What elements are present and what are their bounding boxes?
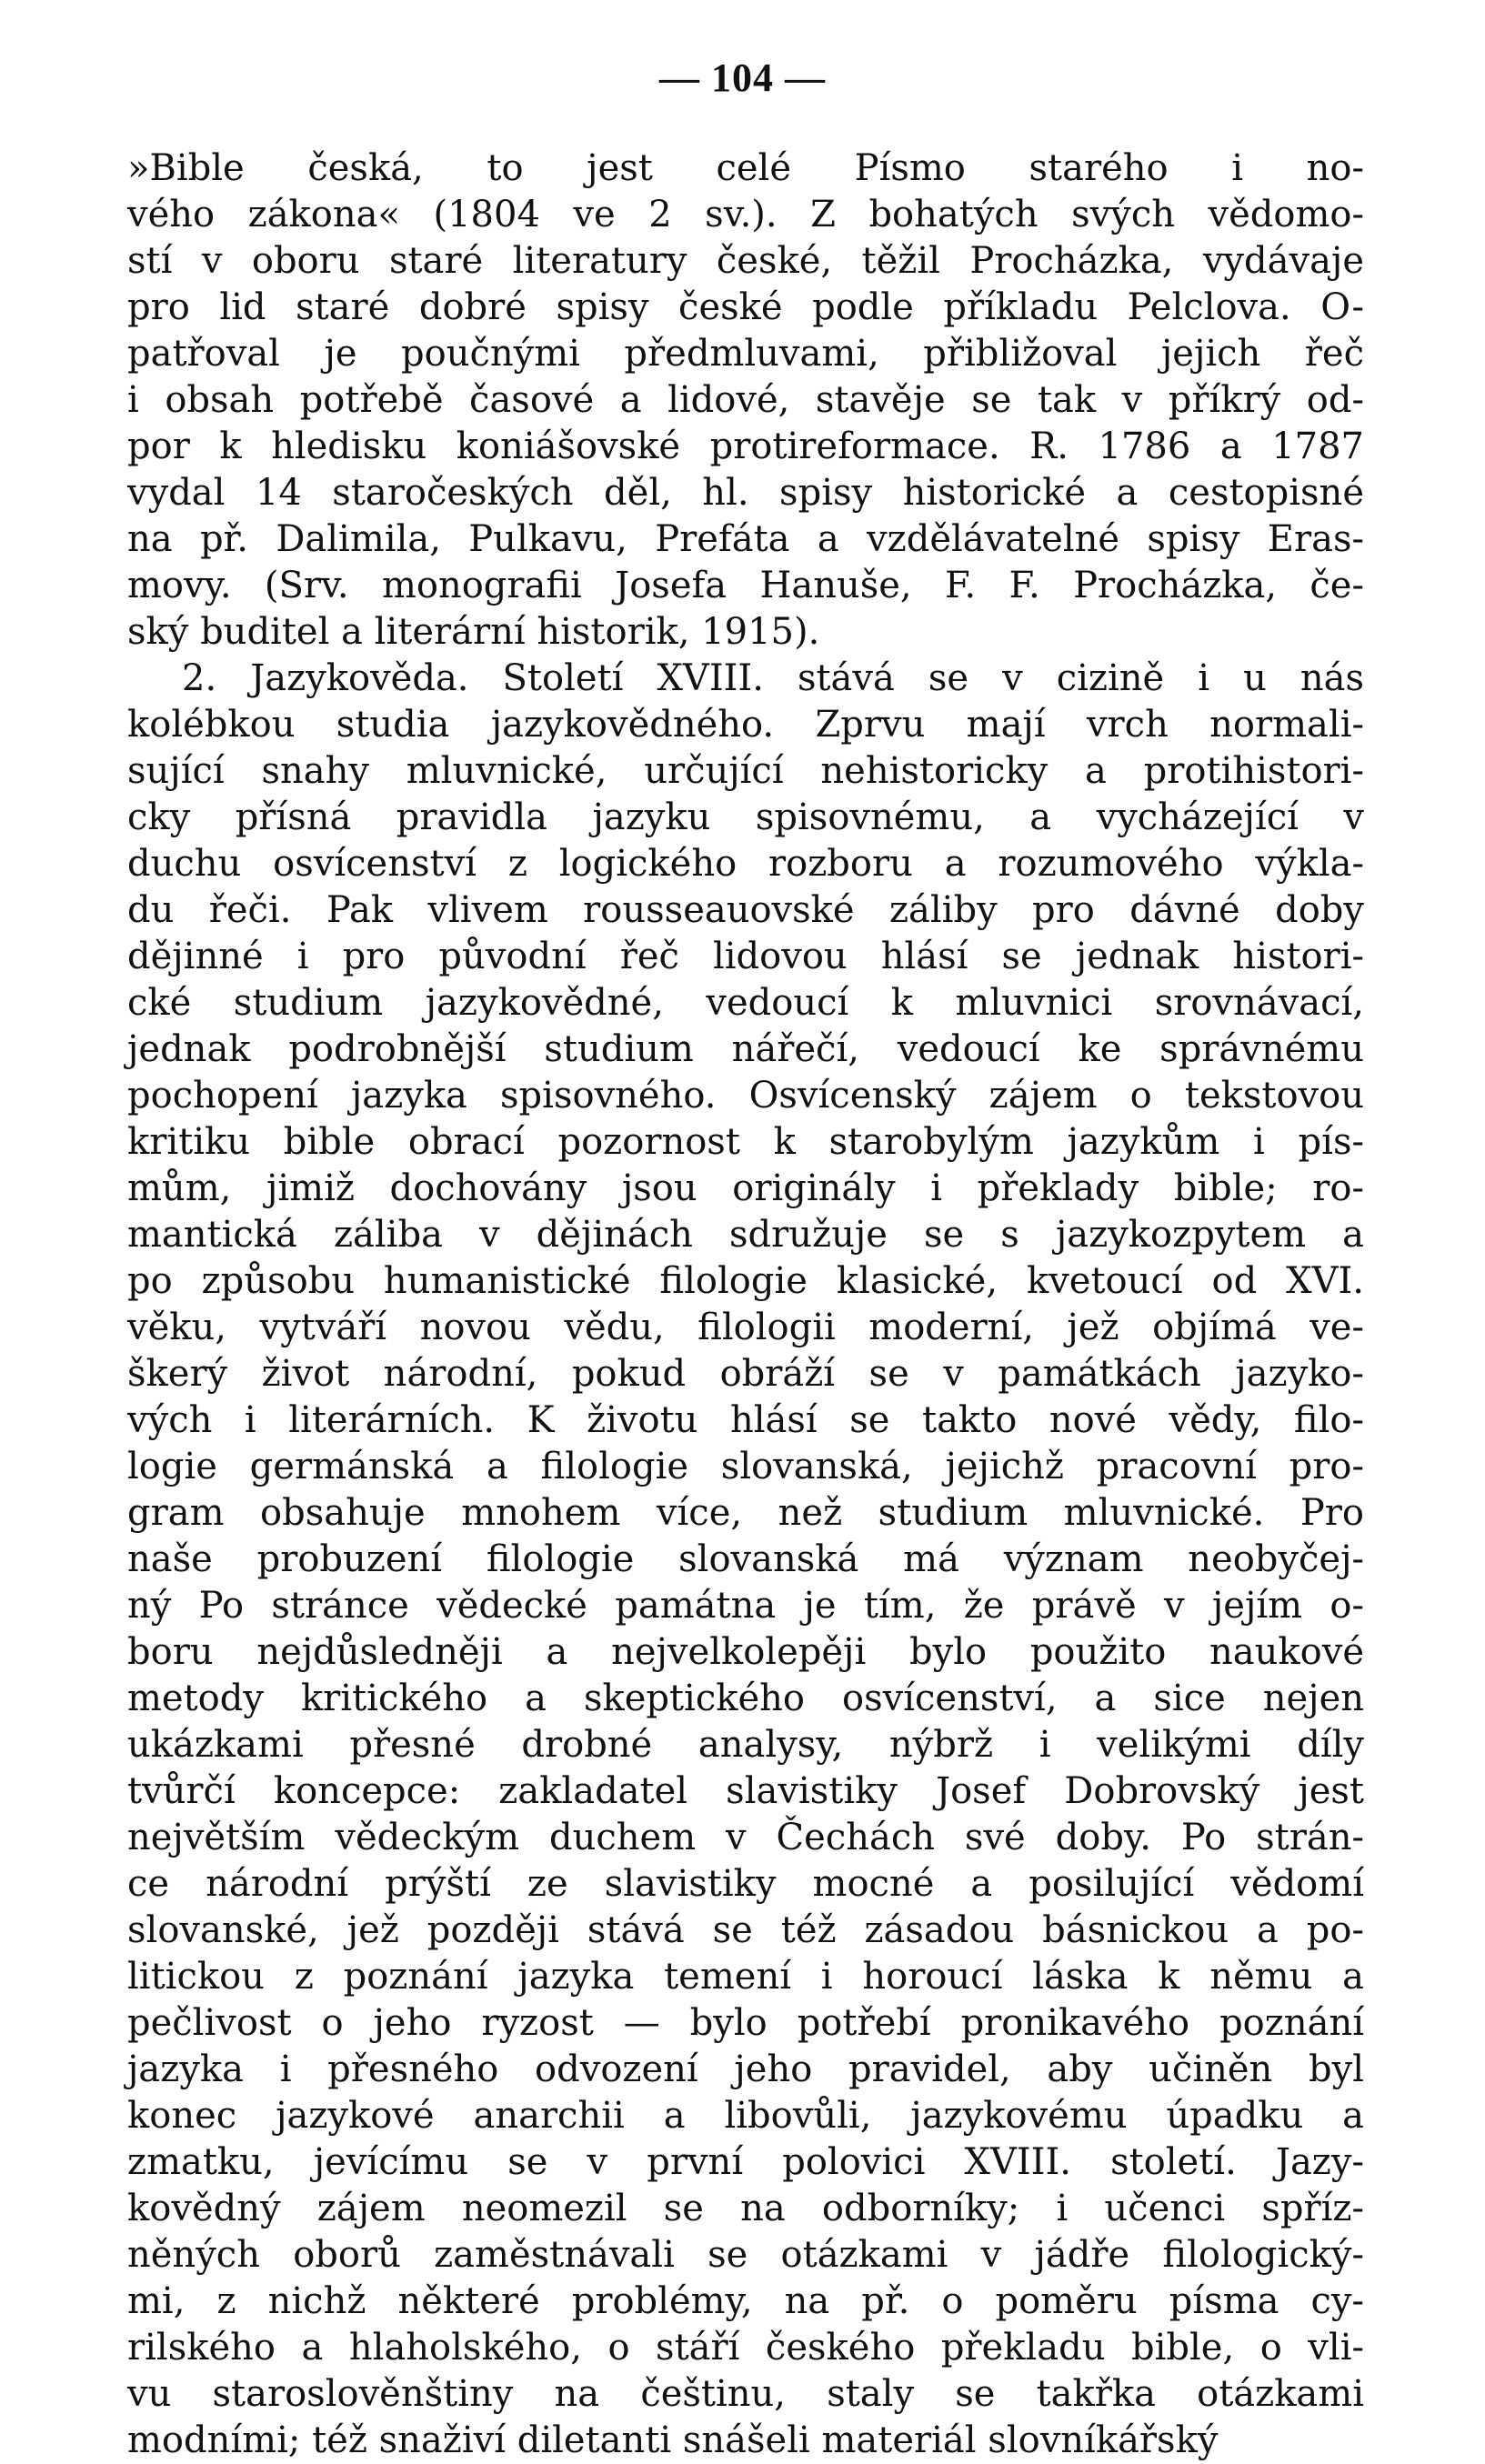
text-line: kritiku bible obrací pozornost k starobylým jazykům i pís- [127,1121,1364,1163]
text-line: věku, vytváří novou vědu, filologii moderní, jež objímá ve- [127,1307,1364,1348]
text-line: rilského a hlaholského, o stáří českého překladu bible, o vli- [127,2327,1364,2369]
text-line: ný Po stránce vědecké památna je tím, že právě v jejím o- [127,1585,1364,1627]
text-line: největším vědeckým duchem v Čechách své doby. Po strán- [127,1817,1364,1858]
text-line: sující snahy mluvnické, určující nehistoricky a protihistori- [127,750,1364,792]
text-line: patřoval je poučnými předmluvami, přibližoval jejich řeč [127,333,1364,375]
text-line: konec jazykové anarchii a libovůli, jazykovému úpadku a [127,2095,1364,2137]
text-line: něných oborů zaměstnávali se otázkami v jádře filologický- [127,2234,1364,2276]
text-line: movy. (Srv. monografii Josefa Hanuše, F. F. Procházka, če- [127,565,1364,606]
text-line: litickou z poznání jazyka temení i horoucí láska k němu a [127,1956,1364,1998]
text-line: naše probuzení filologie slovanská má význam neobyčej- [127,1538,1364,1580]
text-line: i obsah potřebě časové a lidové, stavěje se tak v příkrý od- [127,379,1364,421]
text-line: mantická záliba v dějinách sdružuje se s jazykozpytem a [127,1214,1364,1256]
text-line: kolébkou studia jazykovědného. Zprvu mají vrch normali- [127,704,1364,746]
text-line: škerý život národní, pokud obráží se v památkách jazyko- [127,1353,1364,1395]
text-line: modními; též snaživí diletanti snášeli materiál slovníkářský [127,2419,1219,2461]
text-line: zmatku, jevícímu se v první polovici XVIII. století. Jazy- [127,2141,1364,2183]
text-line: logie germánská a filologie slovanská, jejichž pracovní pro- [127,1446,1364,1487]
text-line: metody kritického a skeptického osvícenství, a sice nejen [127,1678,1364,1719]
text-line: mi, z nichž některé problémy, na př. o poměru písma cy- [127,2280,1364,2322]
text-line: tvůrčí koncepce: zakladatel slavistiky Josef Dobrovský jest [127,1770,1364,1812]
text-line: mům, jimiž dochovány jsou originály i překlady bible; ro- [127,1167,1364,1209]
text-line: pro lid staré dobré spisy české podle příkladu Pelclova. O- [127,286,1364,328]
text-line: ukázkami přesné drobné analysy, nýbrž i velikými díly [127,1724,1364,1766]
text-line: gram obsahuje mnohem více, než studium mluvnické. Pro [127,1492,1364,1534]
text-line: duchu osvícenství z logického rozboru a rozumového výkla- [127,843,1364,885]
text-line: du řeči. Pak vlivem rousseauovské záliby pro dávné doby [127,889,1364,931]
text-line: jazyka i přesného odvození jeho pravidel, aby učiněn byl [127,2048,1364,2090]
text-line: 2. Jazykověda. Století XVIII. stává se v cizině i u nás [182,657,1364,699]
text-line: slovanské, jež později stává se též zásadou básnickou a po- [127,1909,1364,1951]
text-line: kovědný zájem neomezil se na odborníky; i učenci spříz- [127,2188,1364,2229]
text-line: pečlivost o jeho ryzost — bylo potřebí pronikavého poznání [127,2002,1364,2044]
text-line: cké studium jazykovědné, vedoucí k mluvnici srovnávací, [127,982,1364,1024]
text-line: cky přísná pravidla jazyku spisovnému, a vycházející v [127,796,1364,838]
text-line: jednak podrobnější studium nářečí, vedoucí ke správnému [127,1028,1364,1070]
page-number: — 104 — [659,55,826,100]
text-line: ský buditel a literární historik, 1915). [127,611,820,653]
body-text [127,145,1364,2464]
text-line: na př. Dalimila, Pulkavu, Prefáta a vzdělávatelné spisy Eras- [127,518,1364,560]
text-line: stí v oboru staré literatury české, těžil Procházka, vydávaje [127,240,1364,282]
text-line: boru nejdůsledněji a nejvelkolepěji bylo použito naukové [127,1631,1364,1673]
text-line: vých i literárních. K životu hlásí se takto nové vědy, filo- [127,1399,1364,1441]
text-line: ce národní prýští ze slavistiky mocné a posilující vědomí [127,1863,1364,1905]
text-line: pochopení jazyka spisovného. Osvícenský zájem o tekstovou [127,1075,1364,1117]
text-line: vydal 14 staročeských děl, hl. spisy historické a cestopisné [127,472,1364,514]
text-line: por k hledisku koniášovské protireformace. R. 1786 a 1787 [127,426,1364,467]
text-line: vu staroslověnštiny na češtinu, staly se takřka otázkami [127,2373,1364,2415]
text-line: vého zákona« (1804 ve 2 sv.). Z bohatých svých vědomo- [127,194,1364,235]
text-line: dějinné i pro původní řeč lidovou hlásí se jednak histori- [127,936,1364,977]
text-line: »Bible česká, to jest celé Písmo starého i no- [127,147,1364,189]
text-line: po způsobu humanistické filologie klasické, kvetoucí od XVI. [127,1260,1364,1302]
